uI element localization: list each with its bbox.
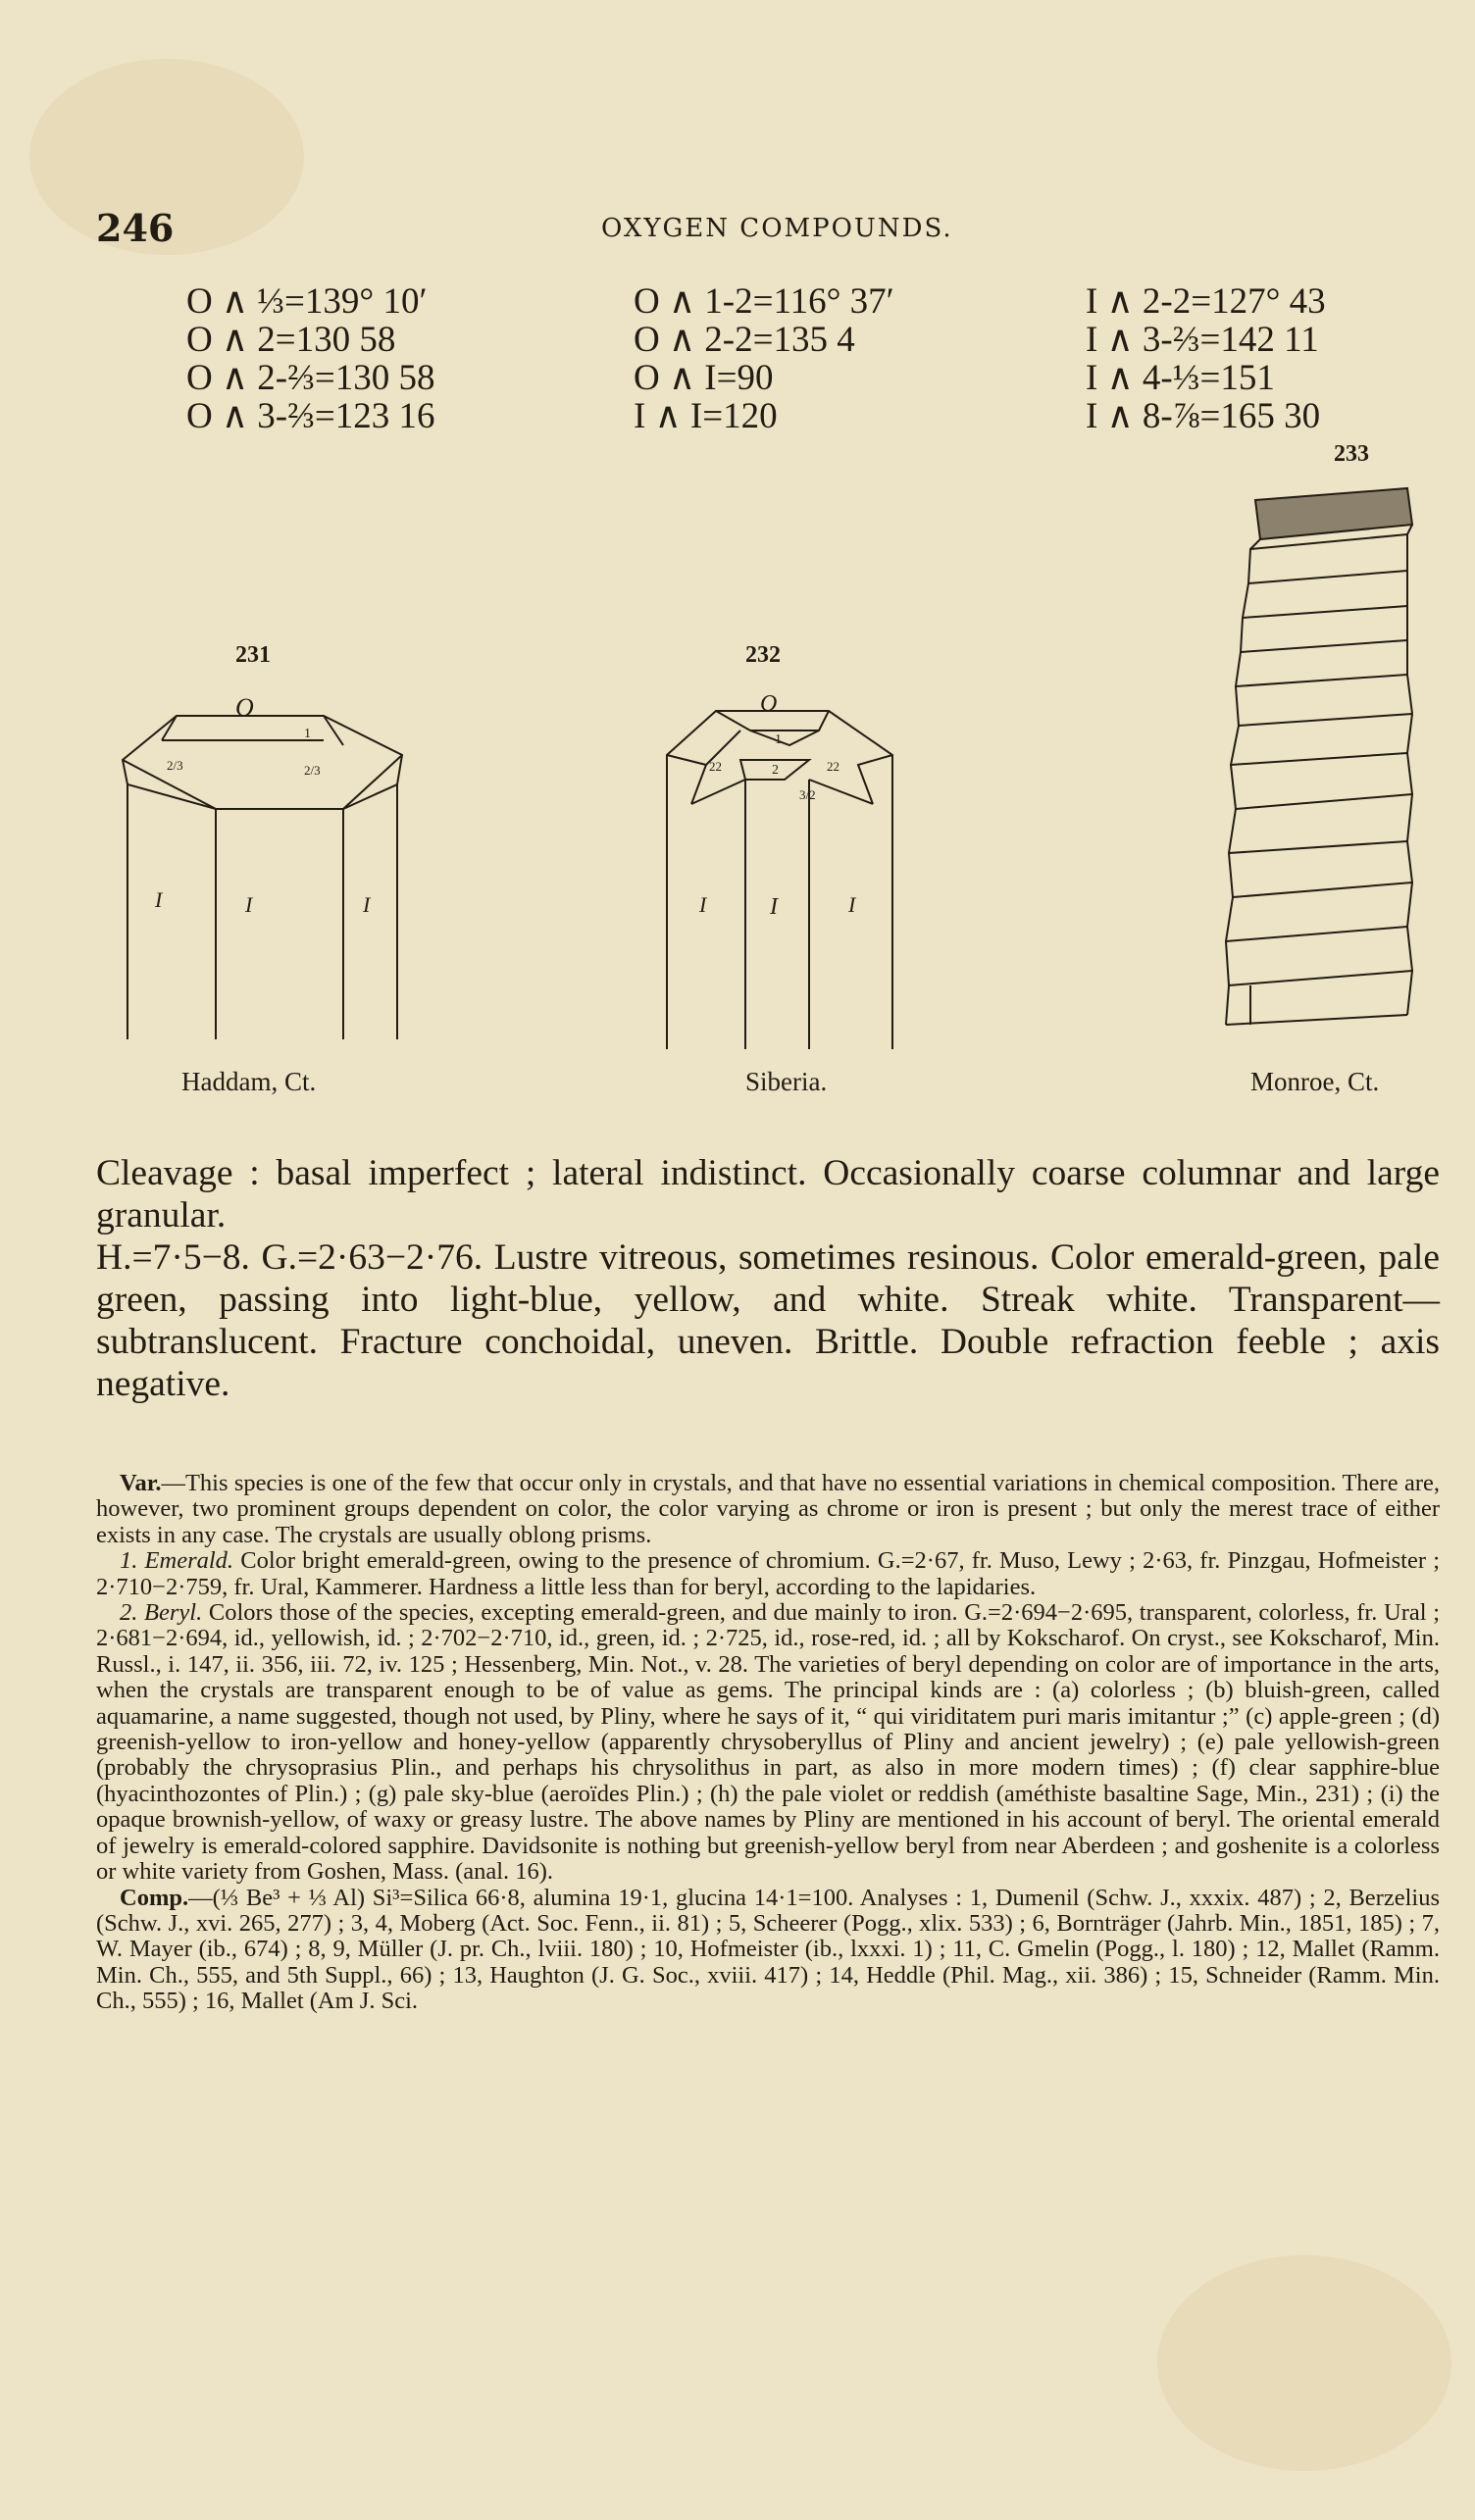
angle-entry: O ∧ 2=130 58	[186, 320, 396, 360]
angle-column-3	[1086, 282, 1475, 435]
properties-paragraph: H.=7·5−8. G.=2·63−2·76. Lustre vitreous, sometimes resinous. Color emerald-green, pale green, passing into light-blue, yellow, and white. Streak white. Transparent—subtranslucent. Fracture conchoidal, uneven. Brittle. Double refraction feeble ; axis negative.	[96, 1237, 1440, 1404]
var-label: Var.	[120, 1470, 162, 1496]
angle-entry: O ∧ 1-2=116° 37′	[634, 281, 894, 322]
angle-entry: O ∧ 3-⅔=123 16	[186, 396, 435, 436]
mineral-description	[96, 1152, 1440, 1405]
notes-section	[96, 1471, 1440, 2015]
face-label: 2/3	[167, 758, 183, 773]
emerald-paragraph	[96, 1548, 1440, 1600]
angle-entry: O ∧ I=90	[634, 358, 774, 398]
crystal-figures	[88, 441, 1432, 1118]
angle-column-1	[186, 282, 618, 435]
cleavage-paragraph: Cleavage : basal imperfect ; lateral indistinct. Occasionally coarse columnar and large granular.	[96, 1153, 1440, 1235]
face-label: 22	[827, 759, 839, 774]
figure-caption: Siberia.	[745, 1067, 828, 1096]
beryl-paragraph	[96, 1600, 1440, 1885]
running-head: OXYGEN COMPOUNDS.	[601, 214, 953, 243]
face-label: I	[699, 892, 707, 917]
beryl-label: 2. Beryl.	[120, 1599, 203, 1627]
face-label: 22	[709, 759, 722, 774]
face-label: 3/2	[799, 787, 816, 802]
angle-entry: O ∧ ⅓=139° 10′	[186, 281, 428, 322]
crystal-drawing-231	[118, 686, 412, 1039]
comp-text: —(⅓ Be³ + ⅓ Al) Si³=Silica 66·8, alumina 19·1, glucina 14·1=100. Analyses : 1, Dumenil (Schw. J., xxxix. 487) ; 2, Berzelius (Schw. J., xvi. 265, 277) ; 3, 4, Moberg (Act. Soc. Fenn., ii. 81) ; 5, Scheerer (Pogg., xlix. 533) ; 6, Bornträger (Jahrb. Min., 1851, 185) ; 7, W. Mayer (ib., 674) ; 8, 9, Müller (J. pr. Ch., lviii. 180) ; 10, Hofmeister (ib., lxxxi. 1) ; 11, C. Gmelin (Pogg., l. 180) ; 12, Mallet (Ramm. Min. Ch., 555, and 5th Suppl., 66) ; 13, Haughton (J. G. Soc., xviii. 417) ; 14, Heddle (Phil. Mag., xii. 386) ; 15, Schneider (Ramm. Min. Ch., 555) ; 16, Mallet (Am J. Sci.	[96, 1884, 1440, 2015]
face-label: 1	[775, 732, 782, 747]
face-label: I	[848, 892, 856, 917]
angle-entry: O ∧ 2-⅔=130 58	[186, 358, 435, 398]
face-label: I	[245, 892, 253, 917]
angle-entry: I ∧ 2-2=127° 43	[1086, 281, 1326, 322]
figure-231	[88, 510, 422, 1118]
face-label: O	[760, 691, 778, 717]
crystal-drawing-233	[1211, 480, 1432, 1039]
figure-caption: Haddam, Ct.	[181, 1067, 317, 1096]
figure-number: 233	[1334, 441, 1369, 467]
face-label: I	[770, 894, 778, 920]
angle-entry: I ∧ I=120	[634, 396, 778, 436]
emerald-text: Color bright emerald-green, owing to the presence of chromium. G.=2·67, fr. Muso, Lewy ; 2·63, fr. Pinzgau, Hofmeister ; 2·710−2·759, fr. Ural, Kammerer. Hardness a little less than for beryl, according to the lapidaries.	[96, 1547, 1441, 1600]
face-label: I	[363, 892, 371, 917]
beryl-text: Colors those of the species, excepting emerald-green, and due mainly to iron. G.=2·694−2·695, transparent, colorless, fr. Ural ; 2·681−2·694, id., yellowish, id. ; 2·702−2·710, id., green, id. ; 2·725, id., rose-red, id. ; all by Kokscharof. On cryst., see Kokscharof, Min. Russl., i. 147, ii. 356, iii. 72, iv. 125 ; Hessenberg, Min. Not., v. 28. The varieties of beryl depending on color are of importance in the arts, when the crystals are transparent enough to be of value as gems. The principal kinds are : (a) colorless ; (b) bluish-green, called aquamarine, a name suggested, though not used, by Pliny, where he says of it, “ qui viriditatem puri maris imitantur ;” (c) apple-green ; (d) greenish-yellow to iron-yellow and honey-yellow (apparently chrysoberyllus of Pliny and ancient jewelry) ; (e) pale yellowish-green (probably the chrysoprasius Plin., and perhaps his chrysolithus in part, as also in more modern times) ; (f) clear sapphire-blue (hyacinthozontes of Plin.) ; (g) pale sky-blue (aeroïdes Plin.) ; (h) the pale violet or reddish (améthiste basaltine Sage, Min., 231) ; (i) the opaque brownish-yellow, of waxy or greasy lustre. The above names by Pliny are mentioned in his account of beryl. The oriental emerald of jewelry is emerald-colored sapphire. Davidsonite is nothing but greenish-yellow beryl from near Aberdeen ; and goshenite is a colorless or white variety from Goshen, Mass. (anal. 16).	[96, 1599, 1440, 1886]
figure-number: 232	[745, 642, 781, 668]
comp-label: Comp.	[120, 1884, 189, 1911]
figure-caption: Monroe, Ct.	[1250, 1067, 1380, 1096]
face-label: 2	[772, 763, 779, 778]
var-intro: —This species is one of the few that occur only in crystals, and that have no essential variations in chemical composition. There are, however, two prominent groups dependent on color, the color varying as chrome or iron is present ; but only the merest trace of either exists in any case. The crystals are usually oblong prisms.	[96, 1470, 1440, 1548]
face-label: I	[155, 887, 163, 912]
angle-entry: I ∧ 3-⅔=142 11	[1086, 320, 1319, 360]
var-paragraph	[96, 1471, 1440, 1548]
figure-number: 231	[235, 642, 271, 668]
comp-paragraph	[96, 1886, 1440, 2015]
emerald-label: 1. Emerald.	[120, 1547, 234, 1575]
angle-column-2	[634, 282, 1065, 435]
face-label: O	[235, 693, 254, 722]
crystal-drawing-232	[662, 686, 917, 1049]
angle-entry: I ∧ 4-⅓=151	[1086, 358, 1275, 398]
face-label: 1	[304, 727, 311, 741]
figure-233	[1211, 441, 1432, 1118]
paper-stain	[1157, 2255, 1451, 2471]
page-header	[96, 206, 1440, 255]
page-number: 246	[96, 206, 175, 250]
face-label: 2/3	[304, 763, 321, 778]
figure-232	[662, 510, 917, 1118]
angle-entry: I ∧ 8-⅞=165 30	[1086, 396, 1321, 436]
angle-entry: O ∧ 2-2=135 4	[634, 320, 855, 360]
